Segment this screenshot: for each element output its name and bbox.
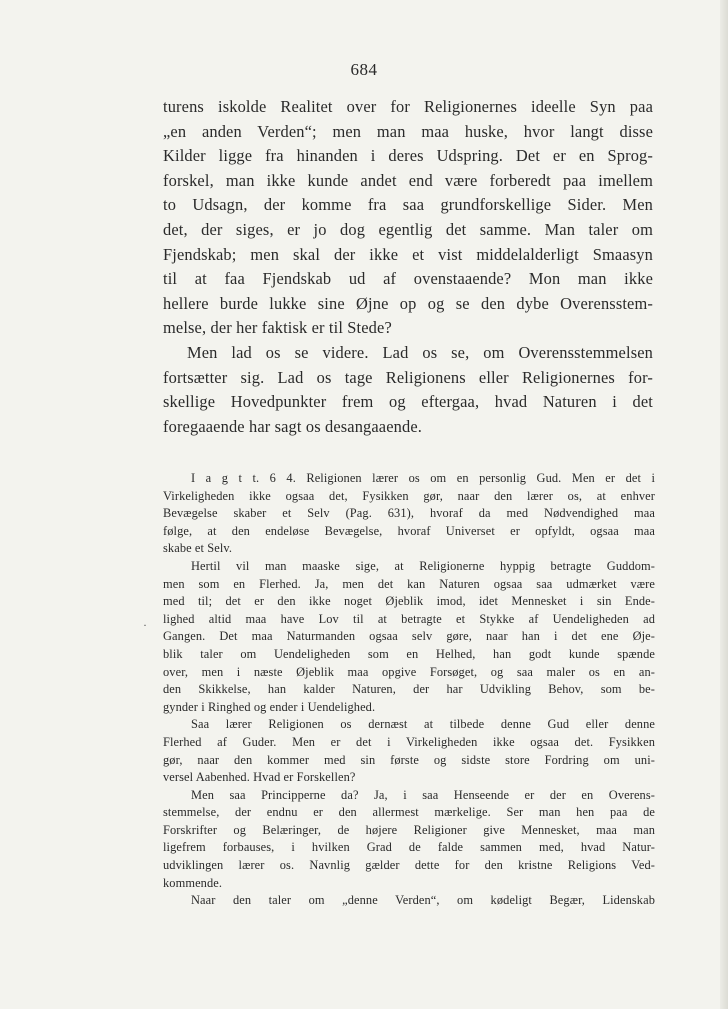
note-line: gynder i Ringhed og ender i Uendelighed. — [163, 699, 376, 714]
text-line: turens iskolde Realitet over for Religionernes ideelle Syn paa — [163, 97, 653, 116]
note-line: skabe et Selv. — [163, 541, 233, 556]
text-line: det, der siges, er jo dog egentlig det samme. Man taler om — [163, 219, 653, 239]
note-line: Naar den taler om „denne Verden“, om kødeligt Begær, Lidenskab — [191, 893, 655, 908]
note-line: kommende. — [163, 875, 223, 890]
text-line: „en anden Verden“; men man maa huske, hvor langt disse — [163, 121, 653, 141]
text-line: melse, der her faktisk er til Stede? — [163, 318, 392, 338]
note-line: blik taler om Uendeligheden som en Helhed, han godt kunde spænde — [163, 646, 655, 661]
note-line: ligefrem forbauses, i hvilken Grad de falde sammen med, hvad Natur- — [163, 840, 655, 855]
note-line: Flerhed af Guder. Men er det i Virkeligheden ikke ogsaa det. Fysikken — [163, 734, 655, 749]
note-line: stemmelse, der endnu er den allermest mærkelige. Ser man hen paa de — [163, 805, 655, 820]
note-line: Hertil vil man maaske sige, at Religionerne hyppig betragte Guddom- — [191, 558, 655, 573]
page-number: 684 — [350, 60, 378, 79]
main-text — [163, 95, 653, 439]
note-line: Saa lærer Religionen os dernæst at tilbede denne Gud eller denne — [191, 717, 655, 732]
text-line: skellige Hovedpunkter frem og eftergaa, hvad Naturen i det — [163, 392, 653, 412]
note-line: Forskrifter og Belæringer, de højere Religioner give Mennesket, maa man — [163, 822, 655, 837]
text-line: til at faa Fjendskab ud af ovenstaaende? Mon man ikke — [163, 269, 653, 289]
note-line: den Skikkelse, han kalder Naturen, der har Udvikling Behov, som be- — [163, 682, 655, 697]
text-line: hellere burde lukke sine Øjne op og se den dybe Overensstem- — [163, 293, 653, 313]
note-line: udviklingen lærer os. Navnlig gælder dette for den kristne Religions Ved- — [163, 858, 655, 873]
text-line: Kilder ligge fra hinanden i deres Udspring. Det er en Sprog- — [163, 146, 653, 166]
margin-mark: · — [143, 618, 147, 632]
text-line: to Udsagn, der komme fra saa grundforskellige Sider. Men — [163, 195, 653, 215]
text-line: Fjendskab; men skal der ikke et vist middelalderligt Smaasyn — [163, 244, 653, 264]
note-line: Men saa Principperne da? Ja, i saa Henseende er der en Overens- — [191, 787, 655, 802]
text-line: Men lad os se videre. Lad os se, om Overensstemmelsen — [187, 342, 653, 362]
note-line: Virkeligheden ikke ogsaa det, Fysikken gør, naar den lærer os, at enhver — [163, 488, 655, 503]
note-line: men som en Flerhed. Ja, men det kan Naturen ogsaa saa udmærket være — [163, 576, 655, 591]
text-line: fortsætter sig. Lad os tage Religionens eller Religionernes for- — [163, 367, 653, 387]
note-line: med til; det er den ikke noget Øjeblik imod, idet Mennesket i sin Ende- — [163, 594, 655, 609]
text-line: foregaaende har sagt os desangaaende. — [163, 416, 423, 436]
note-line: følge, at den endeløse Bevægelse, hvoraf Universet er opfyldt, ogsaa maa — [163, 523, 655, 538]
note-line: versel Aabenhed. Hvad er Forskellen? — [163, 770, 356, 785]
note-line: lighed altid maa have Lov til at betragte et Stykke af Uendeligheden ad — [163, 611, 655, 626]
note-line: I a g t t. 6 4. Religionen lærer os om en personlig Gud. Men er det i — [191, 471, 655, 485]
note-line: Gangen. Det maa Naturmanden ogsaa selv gøre, naar han i det ene Øje- — [163, 629, 655, 644]
page-edge — [720, 0, 728, 1009]
note-text — [163, 470, 655, 910]
note-line: Bevægelse skaber et Selv (Pag. 631), hvoraf da med Nødvendighed maa — [163, 506, 655, 521]
text-line: forskel, man ikke kunde andet end være forberedt paa imellem — [163, 170, 653, 190]
note-line: gør, naar den kommer med sin første og sidste store Fordring om uni- — [163, 752, 655, 767]
note-line: over, men i næste Øjeblik maa opgive Forsøget, og saa maler os en an- — [163, 664, 655, 679]
